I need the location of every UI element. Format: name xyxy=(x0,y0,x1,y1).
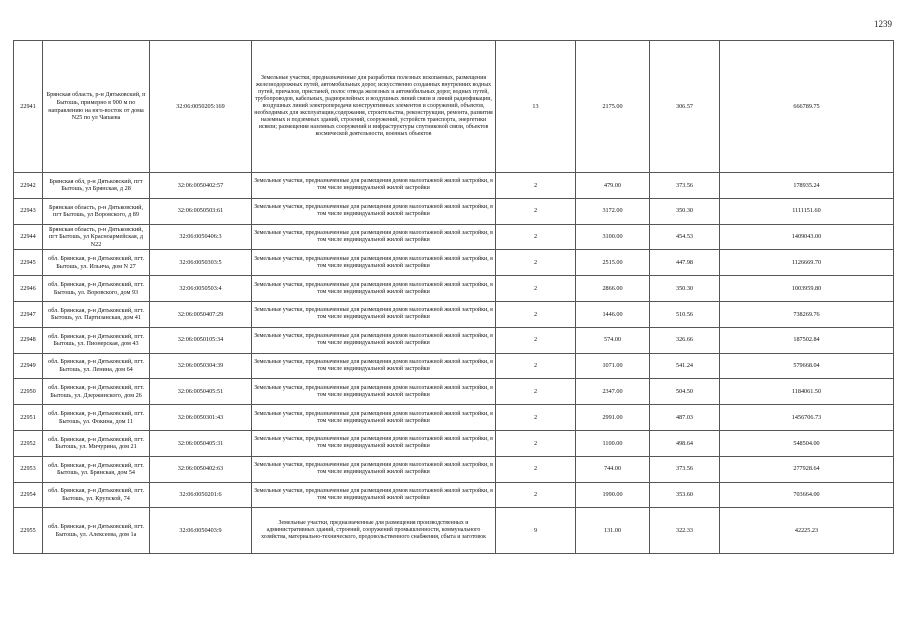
cell-specific-value: 326.66 xyxy=(650,327,720,353)
table-row xyxy=(14,198,894,224)
cell-group-code: 2 xyxy=(496,379,576,405)
cell-group-code: 2 xyxy=(496,224,576,250)
cell-record-number: 22947 xyxy=(14,301,43,327)
cell-land-use: Земельные участки, предназначенные для размещения домов малоэтажной жилой застройки, в том числе индивидуальной жилой застройки xyxy=(252,456,496,482)
table-row xyxy=(14,250,894,276)
cell-cadastral-number: 32:06:0050402:57 xyxy=(150,173,252,199)
cell-address: обл. Брянская, р-н Дятьковский, пгт. Бытошь, ул. Пионерская, дом 43 xyxy=(43,327,150,353)
cell-record-number: 22944 xyxy=(14,224,43,250)
cell-specific-value: 498.64 xyxy=(650,430,720,456)
cell-address: обл. Брянская, р-н Дятьковский, пгт. Бытошь, ул. Фокина, дом 11 xyxy=(43,405,150,431)
cell-cadastral-number: 32:06:0050205:169 xyxy=(150,41,252,173)
cell-group-code: 2 xyxy=(496,276,576,302)
cell-area: 1071.00 xyxy=(576,353,650,379)
cell-cadastral-number: 32:06:0050402:63 xyxy=(150,456,252,482)
cell-record-number: 22955 xyxy=(14,508,43,554)
cell-address: Брянская область, р-н Дятьковский, пгт Бытошь, ул Красноармейская, д N22 xyxy=(43,224,150,250)
cell-cadastral-number: 32:06:0050503:61 xyxy=(150,198,252,224)
cell-address: Брянская обл, р-н Дятьковский, пгт Бытошь, ул Брянская, д 28 xyxy=(43,173,150,199)
cell-group-code: 2 xyxy=(496,327,576,353)
cell-land-use: Земельные участки, предназначенные для размещения домов малоэтажной жилой застройки, в том числе индивидуальной жилой застройки xyxy=(252,198,496,224)
cell-area: 3172.00 xyxy=(576,198,650,224)
cell-address: обл. Брянская, р-н Дятьковский, пгт. Бытошь, ул. Воровского, дом 93 xyxy=(43,276,150,302)
cell-area: 2866.00 xyxy=(576,276,650,302)
cell-area: 479.00 xyxy=(576,173,650,199)
cell-land-use: Земельные участки, предназначенные для размещения домов малоэтажной жилой застройки, в том числе индивидуальной жилой застройки xyxy=(252,482,496,508)
cell-land-use: Земельные участки, предназначенные для размещения домов малоэтажной жилой застройки, в том числе индивидуальной жилой застройки xyxy=(252,250,496,276)
cell-cadastral-value: 579668.04 xyxy=(720,353,894,379)
cell-land-use: Земельные участки, предназначенные для размещения домов малоэтажной жилой застройки, в том числе индивидуальной жилой застройки xyxy=(252,276,496,302)
cell-land-use: Земельные участки, предназначенные для размещения домов малоэтажной жилой застройки, в том числе индивидуальной жилой застройки xyxy=(252,301,496,327)
cell-specific-value: 510.56 xyxy=(650,301,720,327)
cell-group-code: 13 xyxy=(496,41,576,173)
cell-record-number: 22943 xyxy=(14,198,43,224)
cell-land-use: Земельные участки, предназначенные для размещения домов малоэтажной жилой застройки, в том числе индивидуальной жилой застройки xyxy=(252,327,496,353)
cell-specific-value: 322.33 xyxy=(650,508,720,554)
table-row xyxy=(14,456,894,482)
cell-group-code: 2 xyxy=(496,173,576,199)
cell-cadastral-value: 187502.84 xyxy=(720,327,894,353)
cell-record-number: 22949 xyxy=(14,353,43,379)
cell-record-number: 22953 xyxy=(14,456,43,482)
table-row xyxy=(14,301,894,327)
cell-area: 1990.00 xyxy=(576,482,650,508)
cell-group-code: 2 xyxy=(496,456,576,482)
cadastral-value-table xyxy=(13,40,894,554)
cell-group-code: 2 xyxy=(496,353,576,379)
cell-record-number: 22951 xyxy=(14,405,43,431)
cell-cadastral-number: 32:06:0050405:51 xyxy=(150,379,252,405)
cell-area: 3100.00 xyxy=(576,224,650,250)
cell-area: 1446.00 xyxy=(576,301,650,327)
cell-specific-value: 306.57 xyxy=(650,41,720,173)
cell-record-number: 22952 xyxy=(14,430,43,456)
cell-cadastral-value: 1456706.73 xyxy=(720,405,894,431)
cell-cadastral-value: 277928.64 xyxy=(720,456,894,482)
cell-land-use: Земельные участки, предназначенные для размещения домов малоэтажной жилой застройки, в том числе индивидуальной жилой застройки xyxy=(252,379,496,405)
cell-area: 2347.00 xyxy=(576,379,650,405)
cell-specific-value: 373.56 xyxy=(650,456,720,482)
cell-cadastral-value: 1003959.80 xyxy=(720,276,894,302)
cell-cadastral-number: 32:06:0050406:3 xyxy=(150,224,252,250)
table-row xyxy=(14,276,894,302)
table-row xyxy=(14,508,894,554)
cell-specific-value: 541.24 xyxy=(650,353,720,379)
cell-land-use: Земельные участки, предназначенные для размещения домов малоэтажной жилой застройки, в том числе индивидуальной жилой застройки xyxy=(252,224,496,250)
cell-record-number: 22950 xyxy=(14,379,43,405)
cell-group-code: 2 xyxy=(496,301,576,327)
cell-area: 744.00 xyxy=(576,456,650,482)
cell-cadastral-number: 32:06:0050407:29 xyxy=(150,301,252,327)
cell-cadastral-value: 178935.24 xyxy=(720,173,894,199)
cell-specific-value: 353.60 xyxy=(650,482,720,508)
cell-cadastral-number: 32:06:0050304:39 xyxy=(150,353,252,379)
cell-cadastral-number: 32:06:0050301:43 xyxy=(150,405,252,431)
cell-address: обл. Брянская, р-н Дятьковский, пгт. Бытошь, ул. Дзержинского, дом 26 xyxy=(43,379,150,405)
table-row xyxy=(14,405,894,431)
cell-specific-value: 454.53 xyxy=(650,224,720,250)
page-number: 1239 xyxy=(874,19,892,29)
cell-area: 2991.00 xyxy=(576,405,650,431)
cell-cadastral-number: 32:06:0050201:6 xyxy=(150,482,252,508)
table-row xyxy=(14,379,894,405)
cell-record-number: 22954 xyxy=(14,482,43,508)
cell-cadastral-value: 666789.75 xyxy=(720,41,894,173)
table-row xyxy=(14,327,894,353)
cell-record-number: 22948 xyxy=(14,327,43,353)
cell-cadastral-value: 1184061.50 xyxy=(720,379,894,405)
cell-area: 131.00 xyxy=(576,508,650,554)
cell-group-code: 2 xyxy=(496,405,576,431)
cell-address: обл. Брянская, р-н Дятьковский, пгт. Бытошь, ул. Ильича, дом N 27 xyxy=(43,250,150,276)
cell-group-code: 9 xyxy=(496,508,576,554)
cell-record-number: 22942 xyxy=(14,173,43,199)
cell-cadastral-number: 32:06:0050503:4 xyxy=(150,276,252,302)
cell-specific-value: 373.56 xyxy=(650,173,720,199)
cell-area: 2515.00 xyxy=(576,250,650,276)
cell-area: 2175.00 xyxy=(576,41,650,173)
cell-record-number: 22946 xyxy=(14,276,43,302)
cell-land-use: Земельные участки, предназначенные для разработки полезных ископаемых, размещения железнодорожных путей, автомобильных дорог, искусственно созданных внутренних водных путей, причалов, пристаней, полос отвода железных и автомобильных дорог, водных путей, трубопроводов, кабельных, радиорелейных и воздушных линий связи и линий радиофикации, воздушных линий электропередачи конструктивных элементов и сооружений, объектов, необходимых для эксплуатации,содержания, строительства, реконструкции, ремонта, развития наземных и подземных зданий, строений, сооружений, устройств транспорта, энергетики исвязи; размещения наземных сооружений и инфраструктуры спутниковой связи, объектов космической деятельности, военных объектов xyxy=(252,41,496,173)
table-row xyxy=(14,430,894,456)
cell-group-code: 2 xyxy=(496,430,576,456)
cell-cadastral-number: 32:06:0050405:31 xyxy=(150,430,252,456)
cell-address: Брянская область, р-н Дятьковский, п Бытошь, примерно в 900 м по направлению на юго-восток от дома N25 по ул Чапаева xyxy=(43,41,150,173)
table-body xyxy=(14,41,894,554)
cell-group-code: 2 xyxy=(496,250,576,276)
cell-cadastral-value: 42225.23 xyxy=(720,508,894,554)
cell-land-use: Земельные участки, предназначенные для размещения домов малоэтажной жилой застройки, в том числе индивидуальной жилой застройки xyxy=(252,405,496,431)
cell-area: 574.00 xyxy=(576,327,650,353)
table-row xyxy=(14,482,894,508)
cell-cadastral-number: 32:06:0050303:5 xyxy=(150,250,252,276)
cell-area: 1100.00 xyxy=(576,430,650,456)
cell-cadastral-value: 1126669.70 xyxy=(720,250,894,276)
cell-address: обл. Брянская, р-н Дятьковский, пгт. Бытошь, ул. Брянская, дом 54 xyxy=(43,456,150,482)
cell-specific-value: 504.50 xyxy=(650,379,720,405)
cell-land-use: Земельные участки, предназначенные для размещения домов малоэтажной жилой застройки, в том числе индивидуальной жилой застройки xyxy=(252,173,496,199)
cell-cadastral-number: 32:06:0050403:9 xyxy=(150,508,252,554)
cell-cadastral-value: 703664.00 xyxy=(720,482,894,508)
cell-specific-value: 350.30 xyxy=(650,276,720,302)
cell-cadastral-value: 738269.76 xyxy=(720,301,894,327)
cell-address: Брянская область, р-н Дятьковский, пгт Бытошь, ул Воровского, д 89 xyxy=(43,198,150,224)
cell-address: обл. Брянская, р-н Дятьковский, пгт. Бытошь, ул. Ленина, дом 64 xyxy=(43,353,150,379)
cell-address: обл. Брянская, р-н Дятьковский, пгт. Бытошь, ул. Партизанская, дом 41 xyxy=(43,301,150,327)
cell-address: обл. Брянская, р-н Дятьковский, пгт. Бытошь, ул. Крупской, 74 xyxy=(43,482,150,508)
cell-specific-value: 447.98 xyxy=(650,250,720,276)
cell-land-use: Земельные участки, предназначенные для размещения домов малоэтажной жилой застройки, в том числе индивидуальной жилой застройки xyxy=(252,430,496,456)
cell-cadastral-number: 32:06:0050105:34 xyxy=(150,327,252,353)
cell-specific-value: 487.03 xyxy=(650,405,720,431)
cell-record-number: 22945 xyxy=(14,250,43,276)
cell-address: обл. Брянская, р-н Дятьковский, пгт. Бытошь, ул. Алексеева, дом 1а xyxy=(43,508,150,554)
cell-address: обл. Брянская, р-н Дятьковский, пгт. Бытошь, ул. Мичурина, дом 21 xyxy=(43,430,150,456)
table-row xyxy=(14,41,894,173)
cell-cadastral-value: 1409043.00 xyxy=(720,224,894,250)
cell-land-use: Земельные участки, предназначенные для размещения производственных и административных зданий, строений, сооружений промышленности, коммунального хозяйства, материально-технического, продовольственного снабжения, сбыта и заготовок xyxy=(252,508,496,554)
cell-group-code: 2 xyxy=(496,198,576,224)
table-row xyxy=(14,224,894,250)
cell-land-use: Земельные участки, предназначенные для размещения домов малоэтажной жилой застройки, в том числе индивидуальной жилой застройки xyxy=(252,353,496,379)
cell-cadastral-value: 1111151.60 xyxy=(720,198,894,224)
cell-specific-value: 350.30 xyxy=(650,198,720,224)
table-row xyxy=(14,353,894,379)
table-row xyxy=(14,173,894,199)
cell-record-number: 22941 xyxy=(14,41,43,173)
cell-cadastral-value: 548504.00 xyxy=(720,430,894,456)
cell-group-code: 2 xyxy=(496,482,576,508)
